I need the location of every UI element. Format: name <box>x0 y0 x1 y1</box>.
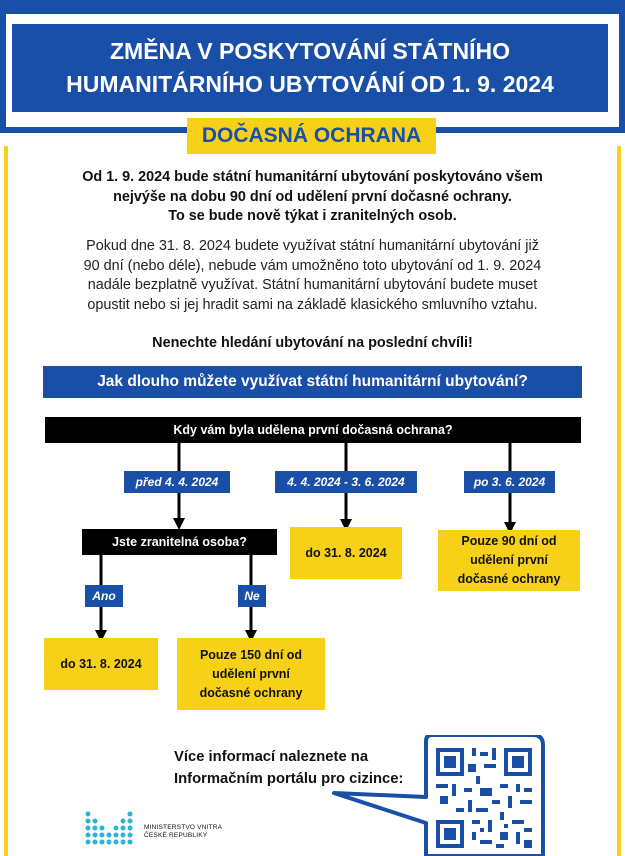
para-line-1: Pokud dne 31. 8. 2024 budete využívat státní humanitární ubytování již <box>86 238 539 254</box>
result-no <box>177 638 325 710</box>
branch-after: po 3. 6. 2024 <box>464 471 555 493</box>
intro-bold-line-2: nejvýše na dobu 90 dní od udělení první dočasné ochrany. <box>113 188 512 205</box>
answer-no: Ne <box>238 585 266 607</box>
result-after <box>438 530 580 591</box>
more-info-line-1: Více informací naleznete na <box>174 749 369 765</box>
para-line-4: opustit nebo si jej hradit sami na základě klasického smluvního vztahu. <box>87 296 538 313</box>
result-after-line-2: udělení první <box>470 553 548 567</box>
sub-question: Jste zranitelná osoba? <box>82 529 277 555</box>
qr-code-icon[interactable] <box>432 744 536 852</box>
result-after-line-1: Pouze 90 dní od <box>461 534 557 548</box>
ministry-logo-icon <box>84 808 134 852</box>
intro-bold-line-3: To se bude nově týkat i zranitelných osob. <box>168 208 457 224</box>
protection-tag: DOČASNÁ OCHRANA <box>187 118 436 154</box>
branch-before: před 4. 4. 2024 <box>124 471 230 493</box>
result-no-line-3: dočasné ochrany <box>199 685 303 700</box>
ministry-name <box>144 824 222 840</box>
result-no-line-2: udělení první <box>212 666 290 681</box>
ministry-line-2: ČESKÉ REPUBLIKY <box>144 832 208 839</box>
result-yes: do 31. 8. 2024 <box>44 638 158 690</box>
question-bar: Jak dlouho můžete využívat státní humanitární ubytování? <box>43 366 582 398</box>
ministry-line-1: MINISTERSTVO VNITRA <box>144 824 223 831</box>
para-line-2: 90 dní (nebo déle), nebude vám umožněno toto ubytování od 1. 9. 2024 <box>83 257 542 274</box>
warning-text: Nenechte hledání ubytování na poslední chvíli! <box>152 335 473 351</box>
answer-yes: Ano <box>85 585 123 607</box>
result-between: do 31. 8. 2024 <box>290 527 402 579</box>
branch-between: 4. 4. 2024 - 3. 6. 2024 <box>275 471 417 493</box>
para-line-3: nadále bezplatně využívat. Státní humanitární ubytování budete muset <box>87 277 538 293</box>
more-info-line-2: Informačním portálu pro cizince: <box>174 771 404 787</box>
title-line-1: ZMĚNA V POSKYTOVÁNÍ STÁTNÍHO <box>110 38 510 64</box>
main-question: Kdy vám byla udělena první dočasná ochrana? <box>45 417 581 443</box>
title-line-2: HUMANITÁRNÍHO UBYTOVÁNÍ OD 1. 9. 2024 <box>66 71 554 97</box>
result-no-line-1: Pouze 150 dní od <box>199 647 303 662</box>
intro-bold-line-1: Od 1. 9. 2024 bude státní humanitární ubytování poskytováno všem <box>82 169 543 185</box>
result-after-line-3: dočasné ochrany <box>457 572 561 586</box>
